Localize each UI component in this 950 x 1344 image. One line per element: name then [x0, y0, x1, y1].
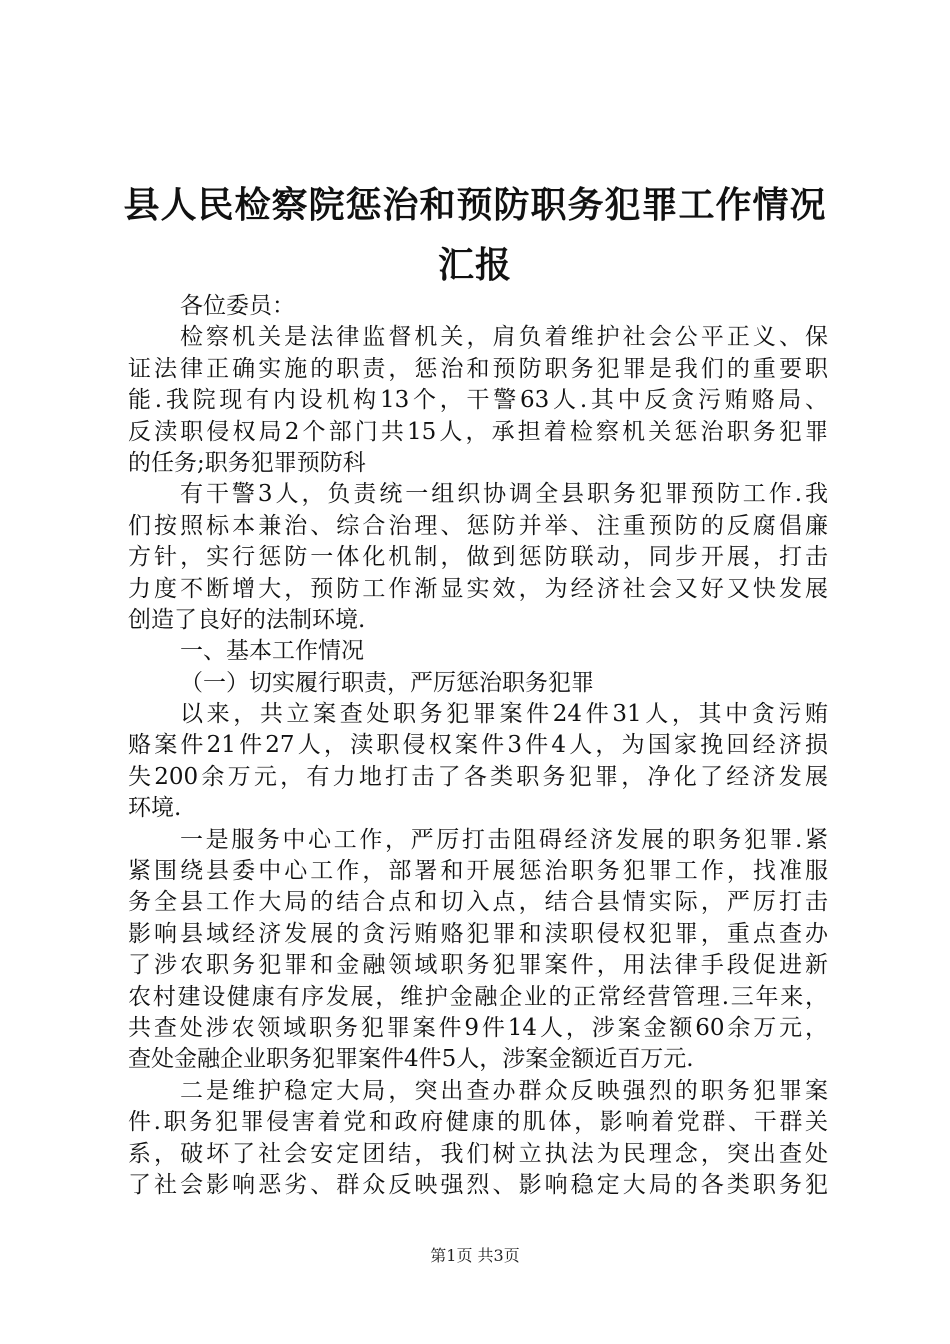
body-line: 务全县工作大局的结合点和切入点，结合县情实际，严厉打击: [128, 889, 828, 916]
body-line: 一、基本工作情况: [180, 638, 364, 665]
body-line: 共查处涉农领域职务犯罪案件9件14人，涉案金额60余万元，: [128, 1014, 828, 1041]
body-line: 各位委员：: [180, 293, 295, 319]
body-line: 反渎职侵权局2个部门共15人，承担着检察机关惩治职务犯罪: [128, 418, 828, 445]
body-line: 们按照标本兼治、综合治理、惩防并举、注重预防的反腐倡廉: [128, 512, 828, 539]
body-line: 力度不断增大，预防工作渐显实效，为经济社会又好又快发展: [128, 575, 828, 602]
document-title: 县人民检察院惩治和预防职务犯罪工作情况汇报: [123, 185, 827, 286]
body-line: （一）切实履行职责，严厉惩治职务犯罪: [180, 669, 594, 696]
body-line: 一是服务中心工作，严厉打击阻碍经济发展的职务犯罪.紧: [180, 826, 828, 853]
body-line: 以来，共立案查处职务犯罪案件24件31人，其中贪污贿: [180, 701, 828, 728]
body-line: 有干警3人，负责统一组织协调全县职务犯罪预防工作.我: [180, 481, 828, 508]
body-line: 方针，实行惩防一体化机制，做到惩防联动，同步开展，打击: [128, 544, 828, 571]
document-body: [128, 291, 828, 1201]
body-line: 系，破坏了社会安定团结，我们树立执法为民理念，突出查处: [128, 1140, 828, 1167]
body-line: 件.职务犯罪侵害着党和政府健康的肌体，影响着党群、干群关: [128, 1109, 828, 1136]
body-line: 检察机关是法律监督机关，肩负着维护社会公平正义、保: [180, 324, 828, 351]
page-footer: 第1页 共3页: [430, 1246, 520, 1265]
body-line: 创造了良好的法制环境.: [128, 606, 366, 633]
body-line: 紧围绕县委中心工作，部署和开展惩治职务犯罪工作，找准服: [128, 858, 828, 885]
body-line: 了涉农职务犯罪和金融领域职务犯罪案件，用法律手段促进新: [128, 952, 828, 979]
body-line: 的任务;职务犯罪预防科: [128, 449, 366, 476]
body-line: 二是维护稳定大局，突出查办群众反映强烈的职务犯罪案: [180, 1077, 828, 1104]
body-line: 农村建设健康有序发展，维护金融企业的正常经营管理.三年来，: [128, 983, 828, 1010]
body-line: 查处金融企业职务犯罪案件4件5人，涉案金额近百万元.: [128, 1046, 694, 1073]
body-line: 失200余万元，有力地打击了各类职务犯罪，净化了经济发展: [128, 763, 828, 790]
body-line: 证法律正确实施的职责，惩治和预防职务犯罪是我们的重要职: [128, 355, 828, 382]
body-line: 赂案件21件27人，渎职侵权案件3件4人，为国家挽回经济损: [128, 732, 828, 759]
body-line: 环境.: [128, 795, 182, 822]
body-line: 影响县域经济发展的贪污贿赂犯罪和渎职侵权犯罪，重点查办: [128, 920, 828, 947]
body-line: 能.我院现有内设机构13个，干警63人.其中反贪污贿赂局、: [128, 387, 828, 414]
body-line: 了社会影响恶劣、群众反映强烈、影响稳定大局的各类职务犯: [128, 1171, 828, 1198]
